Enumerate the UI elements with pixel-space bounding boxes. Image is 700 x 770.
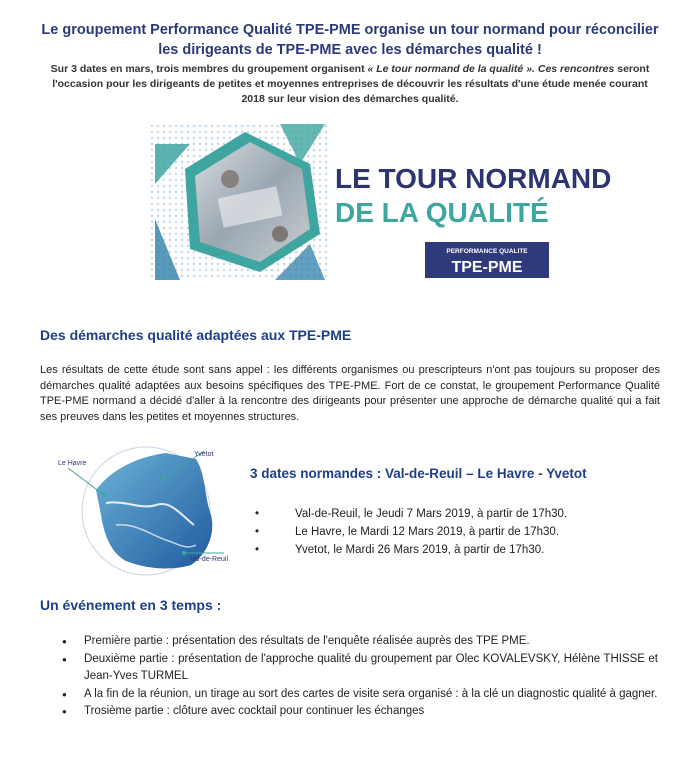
badge-subtitle: PERFORMANCE QUALITE <box>446 248 528 255</box>
list-item: • Yvetot, le Mardi 26 Mars 2019, à partir de 17h30. <box>250 541 567 559</box>
normandie-map <box>56 445 236 577</box>
dates-heading: 3 dates normandes : Val-de-Reuil – Le Havre - Yvetot <box>250 466 587 481</box>
list-item: ● Première partie : présentation des résultats de l'enquête réalisée auprès des TPE PME. <box>60 633 658 651</box>
intro-text-b: « Le tour normand de la qualité ». Ces rencontres <box>367 63 615 75</box>
intro-text-a: Sur 3 dates en mars, trois membres du groupement organisent <box>50 63 368 75</box>
section-heading-demarches: Des démarches qualité adaptées aux TPE-PME <box>40 327 352 343</box>
list-item: • Le Havre, le Mardi 12 Mars 2019, à partir de 17h30. <box>250 523 567 541</box>
list-item: ● A la fin de la réunion, un tirage au sort des cartes de visite sera organisé : à la clé un diagnostic qualité à gagner. <box>60 686 658 704</box>
intro-text-c: seront l'occasion pour les dirigeants de petites et moyennes entreprises de découvrir les résultats d'une étude menée courant 2018 sur leur vision des démarches qualité. <box>52 63 650 105</box>
list-item: • Val-de-Reuil, le Jeudi 7 Mars 2019, à partir de 17h30. <box>250 505 567 523</box>
event-steps-list <box>60 633 658 721</box>
section-paragraph: Les résultats de cette étude sont sans appel : les différents organismes ou prescripteurs n'ont pas toujours su proposer des démarches qualité adaptées aux besoins spécifiques des TPE-PME. Fort de ce constat, le groupement Performance Qualité TPE-PME normand a décidé d'aller à la rencontre des dirigeants pour présenter une approche de démarche qualité qui a fait ses preuves dans les petites et moyennes structures. <box>40 364 660 423</box>
dates-list <box>250 505 567 559</box>
map-label-yvetot: Yvetot <box>194 451 214 458</box>
banner-title-line-1: LE TOUR NORMAND <box>335 163 612 194</box>
event-heading: Un événement en 3 temps : <box>40 597 222 613</box>
list-item: ● Deuxième partie : présentation de l'approche qualité du groupement par Olec KOVALEVSKY, Hélène THISSE et Jean-Yves TURMEL <box>60 651 658 686</box>
tour-normand-banner <box>150 124 612 280</box>
banner-title-line-2: DE LA QUALITÉ <box>335 197 549 228</box>
page-title <box>20 20 680 60</box>
map-label-le-havre: Le Havre <box>58 460 87 467</box>
intro-paragraph <box>40 62 660 107</box>
title-line-2: les dirigeants de TPE-PME avec les démarches qualité ! <box>158 42 542 58</box>
list-item: ● Trosième partie : clôture avec cocktail pour continuer les échanges <box>60 703 658 721</box>
title-line-1: Le groupement Performance Qualité TPE-PME organise un tour normand pour réconcilier <box>41 22 659 38</box>
map-label-val-de-reuil: Val-de-Reuil <box>190 556 228 563</box>
badge-title: TPE-PME <box>451 259 523 276</box>
